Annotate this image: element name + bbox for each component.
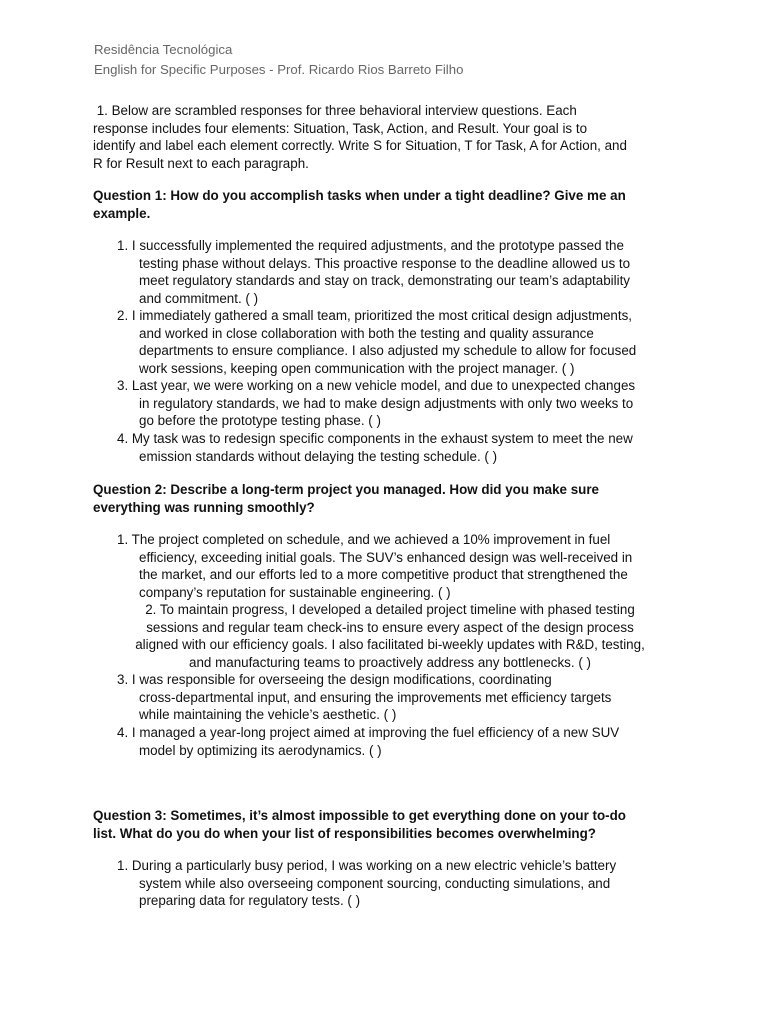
question-2-heading (93, 481, 693, 516)
instructions-line: response includes four elements: Situation, Task, Action, and Result. Your goal is to (93, 120, 588, 136)
q1-response-3 (117, 377, 677, 430)
question-heading-line: list. What do you do when your list of responsibilities becomes overwhelming? (93, 825, 596, 841)
question-heading-line: example. (93, 205, 151, 221)
instructions-line: 1. Below are scrambled responses for three behavioral interview questions. Each (93, 103, 577, 118)
response-line: and worked in close collaboration with both the testing and quality assurance (139, 325, 594, 341)
response-line: sessions and regular team check-ins to ensure every aspect of the design process (146, 619, 634, 635)
q2-response-3 (117, 671, 677, 724)
response-line: 4. I managed a year-long project aimed at improving the fuel efficiency of a new SUV (117, 725, 620, 740)
response-line: while maintaining the vehicle’s aesthetic. ( ) (139, 707, 397, 723)
q1-response-2 (117, 307, 677, 377)
response-line: 2. To maintain progress, I developed a detailed project timeline with phased testing (145, 602, 635, 617)
instructions-line: R for Result next to each paragraph. (93, 155, 309, 171)
response-line: testing phase without delays. This proactive response to the deadline allowed us to (139, 255, 631, 271)
q1-response-1 (117, 237, 677, 307)
response-line: cross-departmental input, and ensuring the improvements met efficiency targets (139, 689, 612, 705)
response-line: 3. I was responsible for overseeing the design modifications, coordinating (117, 672, 552, 687)
course-title: English for Specific Purposes - Prof. Ricardo Rios Barreto Filho (94, 62, 464, 77)
response-line: 1. During a particularly busy period, I was working on a new electric vehicle’s battery (117, 858, 617, 873)
question-heading-line: Question 2: Describe a long-term project you managed. How did you make sure (93, 482, 599, 497)
response-line: 2. I immediately gathered a small team, prioritized the most critical design adjustments, (117, 308, 633, 323)
response-line: emission standards without delaying the testing schedule. ( ) (139, 448, 498, 464)
instructions-line: identify and label each element correctly. Write S for Situation, T for Task, A for Action, and (93, 138, 627, 154)
response-line: in regulatory standards, we had to make design adjustments with only two weeks to (139, 395, 634, 411)
response-line: 4. My task was to redesign specific components in the exhaust system to meet the new (117, 431, 633, 446)
q2-response-2 (110, 601, 670, 671)
response-line: 3. Last year, we were working on a new vehicle model, and due to unexpected changes (117, 378, 636, 393)
instructions-paragraph (93, 102, 673, 172)
q3-response-1 (117, 857, 677, 910)
response-line: efficiency, exceeding initial goals. The SUV’s enhanced design was well-received in (139, 549, 633, 565)
response-line: system while also overseeing component sourcing, conducting simulations, and (139, 875, 611, 891)
response-line: meet regulatory standards and stay on track, demonstrating our team’s adaptability (139, 273, 631, 289)
question-3-heading (93, 807, 693, 842)
response-line: preparing data for regulatory tests. ( ) (139, 893, 361, 909)
question-1-heading (93, 187, 693, 222)
response-line: aligned with our efficiency goals. I also facilitated bi-weekly updates with R&D, testing, (135, 637, 645, 653)
response-line: the market, and our efforts led to a more competitive product that strengthened the (139, 567, 628, 583)
response-line: departments to ensure compliance. I also adjusted my schedule to allow for focused (139, 343, 637, 359)
q1-response-4 (117, 430, 677, 465)
q2-response-4 (117, 724, 677, 759)
response-line: 1. I successfully implemented the required adjustments, and the prototype passed the (117, 238, 624, 253)
question-heading-line: everything was running smoothly? (93, 499, 315, 515)
institution-name: Residência Tecnológica (94, 42, 233, 57)
response-line: go before the prototype testing phase. ( ) (139, 413, 381, 429)
response-line: and manufacturing teams to proactively address any bottlenecks. ( ) (189, 654, 591, 670)
q2-response-1 (117, 531, 677, 601)
response-line: work sessions, keeping open communication with the project manager. ( ) (139, 360, 575, 376)
question-heading-line: Question 1: How do you accomplish tasks when under a tight deadline? Give me an (93, 188, 626, 203)
response-line: company’s reputation for sustainable engineering. ( ) (139, 584, 451, 600)
response-line: 1. The project completed on schedule, and we achieved a 10% improvement in fuel (117, 532, 611, 547)
question-heading-line: Question 3: Sometimes, it’s almost impossible to get everything done on your to-do (93, 808, 626, 823)
response-line: and commitment. ( ) (139, 290, 259, 306)
response-line: model by optimizing its aerodynamics. ( ) (139, 742, 382, 758)
